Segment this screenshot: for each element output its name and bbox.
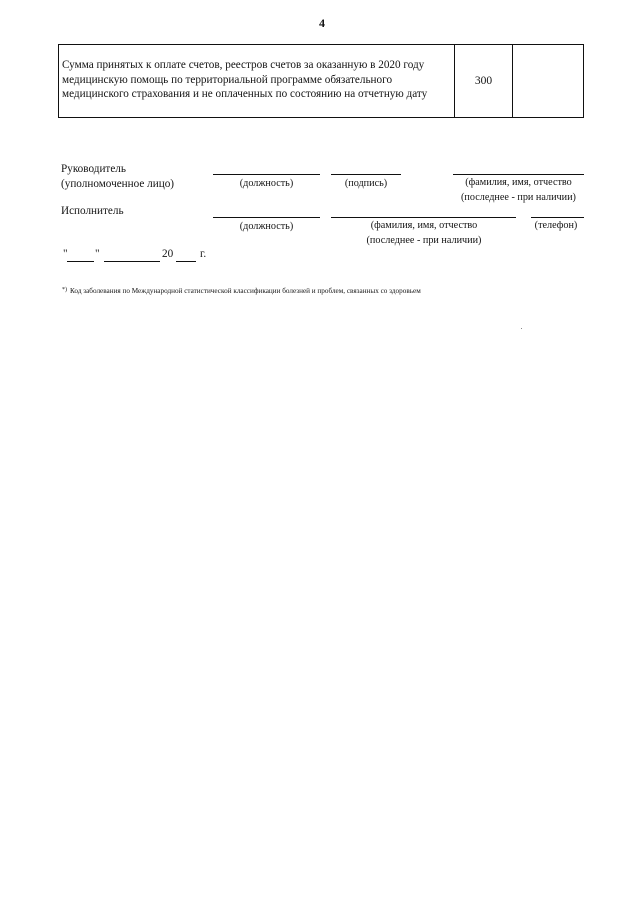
head-label-sub: (уполномоченное лицо) <box>61 178 175 190</box>
row-value-cell[interactable] <box>513 45 583 117</box>
scan-speck <box>521 328 522 329</box>
date-close-quote: " <box>95 248 100 260</box>
row-description: Сумма принятых к оплате счетов, реестров счетов за оказанную в 2020 году медицинскую помощь по территориальной программе обязательного медицинского страхования и не оплаченных по состоянию на отчетную дату <box>59 45 455 117</box>
head-name-caption: (фамилия, имя, отчество <box>465 177 572 188</box>
date-year-prefix: 20 <box>162 248 174 260</box>
head-signature-line[interactable] <box>331 174 401 175</box>
date-day-line[interactable] <box>67 261 94 262</box>
executor-phone-caption: (телефон) <box>534 220 578 231</box>
executor-name-caption: (фамилия, имя, отчество <box>370 220 478 231</box>
head-name-line[interactable] <box>453 174 584 175</box>
date-year-line[interactable] <box>176 261 196 262</box>
executor-name-line[interactable] <box>331 217 516 218</box>
executor-phone-line[interactable] <box>531 217 584 218</box>
date-year-suffix: г. <box>200 248 207 260</box>
executor-label: Исполнитель <box>61 205 124 217</box>
head-position-line[interactable] <box>213 174 320 175</box>
footnote-text: Код заболевания по Международной статистической классификации болезней и проблем, связанных со здоровьем <box>70 287 421 295</box>
date-month-line[interactable] <box>104 261 160 262</box>
footnote <box>62 287 421 295</box>
row-line-code: 300 <box>455 45 513 117</box>
date-open-quote: " <box>63 248 68 260</box>
report-table <box>58 44 584 118</box>
executor-name-caption-sub: (последнее - при наличии) <box>366 235 482 246</box>
executor-position-caption: (должность) <box>239 221 294 232</box>
footnote-marker: *) <box>62 287 67 293</box>
head-signature-caption: (подпись) <box>344 178 388 189</box>
head-name-caption-sub: (последнее - при наличии) <box>461 192 576 203</box>
head-position-caption: (должность) <box>239 178 294 189</box>
head-label: Руководитель <box>61 163 126 175</box>
executor-position-line[interactable] <box>213 217 320 218</box>
page-number: 4 <box>319 16 325 30</box>
